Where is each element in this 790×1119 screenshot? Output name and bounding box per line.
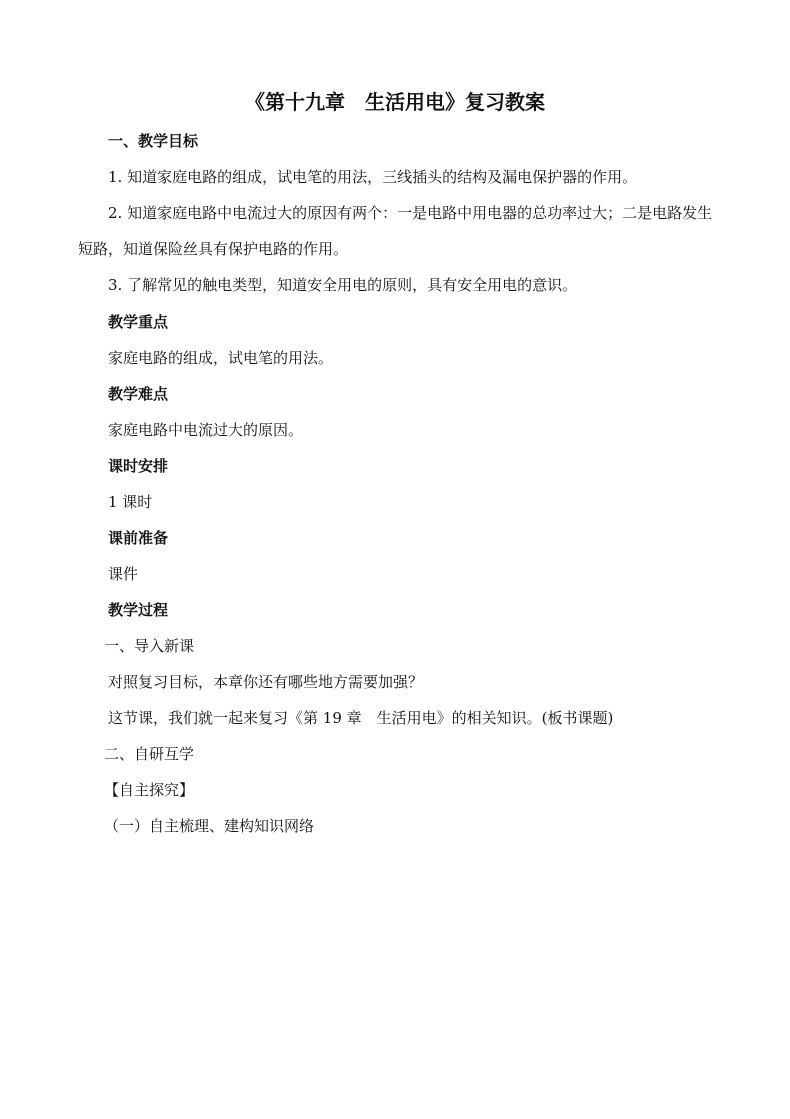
step-1-heading: 一、导入新课 (104, 637, 195, 655)
section-heading-objectives: 一、教学目标 (108, 132, 199, 150)
heading-schedule: 课时安排 (108, 457, 169, 475)
page-title: 《第十九章 生活用电》复习教案 (245, 90, 545, 114)
step-1-text: 这节课，我们就一起来复习《第 19 章 生活用电》的相关知识。(板书课题) (108, 709, 614, 727)
heading-process: 教学过程 (108, 601, 169, 619)
difficulty-text: 家庭电路中电流过大的原因。 (108, 421, 304, 439)
prep-text: 课件 (108, 565, 139, 583)
heading-difficulty: 教学难点 (108, 385, 169, 403)
objective-3: 3. 了解常见的触电类型，知道安全用电的原则，具有安全用电的意识。 (108, 276, 578, 294)
objective-1: 1. 知道家庭电路的组成，试电笔的用法，三线插头的结构及漏电保护器的作用。 (108, 168, 638, 186)
objective-2: 2. 知道家庭电路中电流过大的原因有两个：一是电路中用电器的总功率过大；二是电路发生短路，知道保险丝具有保护电路的作用。 (78, 204, 713, 258)
step-1-question: 对照复习目标，本章你还有哪些地方需要加强？ (108, 673, 424, 691)
heading-key-points: 教学重点 (108, 313, 169, 331)
self-explore-label: 【自主探究】 (104, 781, 195, 799)
key-points-text: 家庭电路的组成，试电笔的用法。 (108, 349, 334, 367)
heading-prep: 课前准备 (108, 529, 169, 547)
step-2-heading: 二、自研互学 (104, 745, 195, 763)
schedule-text: 1 课时 (108, 493, 153, 511)
sub-heading-1: （一）自主梳理、建构知识网络 (104, 817, 315, 835)
